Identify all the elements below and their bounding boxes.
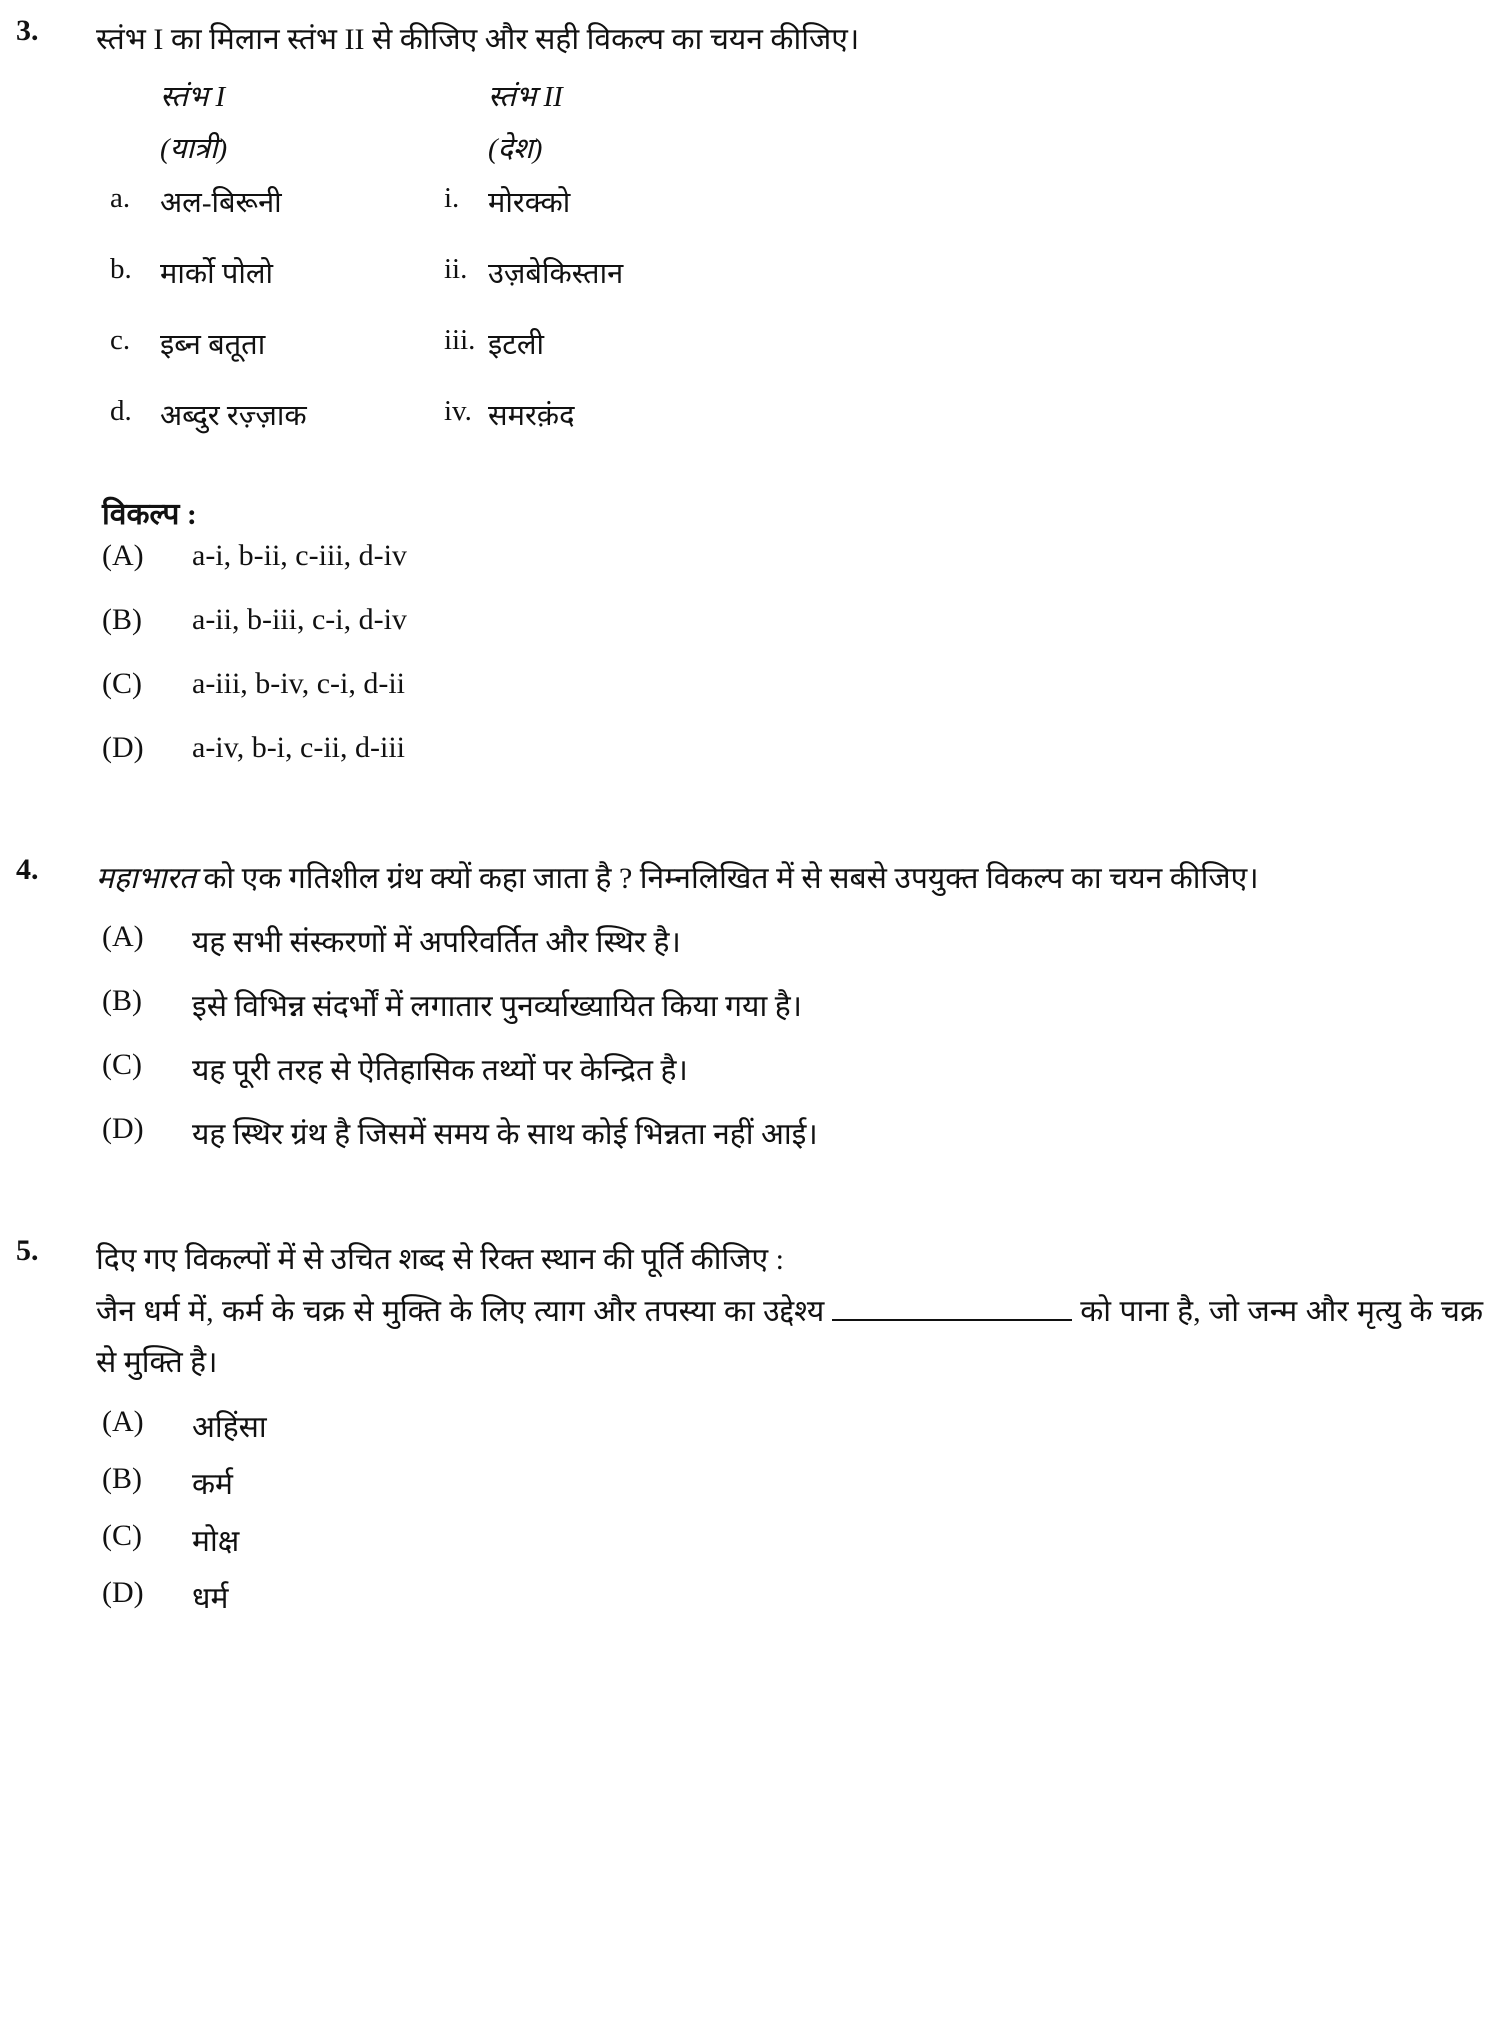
column-1-header: स्तंभ I [160, 80, 226, 113]
option-key: (B) [102, 602, 142, 636]
match-column-subheaders [96, 128, 1483, 182]
question-5-body [96, 1234, 1483, 1633]
match-right-label: ii. [444, 252, 468, 285]
question-5-number: 5. [16, 1234, 39, 1268]
spacer [0, 1176, 1505, 1234]
option-key: (D) [102, 730, 144, 764]
question-5-fill-sentence [96, 1286, 1483, 1389]
column-2-header: स्तंभ II [488, 80, 563, 113]
spacer [0, 795, 1505, 853]
fill-in-blank[interactable] [832, 1297, 1072, 1321]
question-4-number: 4. [16, 852, 39, 886]
match-right-label: iv. [444, 394, 472, 427]
match-row [96, 324, 1483, 395]
question-4-option-d[interactable] [96, 1112, 1483, 1176]
match-right-text: उज़बेकिस्तान [488, 257, 624, 290]
question-4-option-a[interactable] [96, 920, 1483, 984]
option-text: a-ii, b-iii, c-i, d-iv [192, 602, 407, 636]
question-5-option-d[interactable] [96, 1576, 1483, 1633]
match-left-text: अब्दुर रज़्ज़ाक [160, 399, 307, 432]
match-left-label: d. [110, 394, 132, 427]
spacer [96, 904, 1483, 920]
match-left-label: b. [110, 252, 132, 285]
question-3-option-b[interactable] [96, 603, 1483, 667]
question-4-stem-rest: को एक गतिशील ग्रंथ क्यों कहा जाता है ? निम्नलिखित में से सबसे उपयुक्त विकल्प का चयन कीजिए। [195, 861, 1259, 895]
match-left-text: इब्न बतूता [160, 328, 266, 361]
question-4 [0, 853, 1505, 1177]
question-3-option-d[interactable] [96, 731, 1483, 795]
column-1-subheader: (यात्री) [160, 132, 228, 165]
fill-text-before: जैन धर्म में, कर्म के चक्र से मुक्ति के लिए त्याग और तपस्या का उद्देश्य [96, 1294, 825, 1328]
question-3-body [96, 14, 1483, 795]
question-5 [0, 1234, 1505, 1633]
question-4-stem-italic: महाभारत [96, 861, 196, 895]
match-column-headers [96, 76, 1483, 128]
match-row [96, 253, 1483, 324]
match-left-label: a. [110, 181, 131, 214]
question-3-number: 3. [16, 14, 39, 47]
match-left-text: अल-बिरूनी [160, 186, 282, 219]
option-key: (C) [102, 666, 142, 700]
question-4-stem [96, 853, 1483, 905]
match-right-text: समरक़ंद [488, 399, 575, 432]
match-right-label: i. [444, 181, 460, 214]
option-key: (A) [102, 538, 144, 572]
question-4-body [96, 853, 1483, 1177]
match-right-text: मोरक्को [488, 186, 571, 219]
question-5-option-a[interactable] [96, 1405, 1483, 1462]
option-key: (D) [102, 1575, 144, 1609]
option-key: (A) [102, 920, 144, 954]
match-left-text: मार्को पोलो [160, 257, 274, 290]
option-text: यह स्थिर ग्रंथ है जिसमें समय के साथ कोई भिन्नता नहीं आई। [192, 1118, 818, 1152]
option-key: (B) [102, 984, 142, 1018]
option-key: (A) [102, 1404, 144, 1438]
question-3 [0, 0, 1505, 795]
question-5-option-c[interactable] [96, 1519, 1483, 1576]
question-3-stem: स्तंभ I का मिलान स्तंभ II से कीजिए और सही विकल्प का चयन कीजिए। [96, 23, 860, 56]
question-3-option-c[interactable] [96, 667, 1483, 731]
question-4-option-b[interactable] [96, 984, 1483, 1048]
match-left-label: c. [110, 323, 131, 356]
option-text: यह पूरी तरह से ऐतिहासिक तथ्यों पर केन्द्रित है। [192, 1054, 688, 1088]
question-3-option-a[interactable] [96, 539, 1483, 603]
fill-text-after: को पाना है, जो जन्म और मृत्यु के चक्र से मुक्ति है। [96, 1294, 1483, 1380]
option-text: मोक्ष [192, 1524, 240, 1558]
option-text: a-iv, b-i, c-ii, d-iii [192, 730, 405, 764]
spacer [96, 1389, 1483, 1405]
option-text: यह सभी संस्करणों में अपरिवर्तित और स्थिर है। [192, 926, 681, 960]
question-4-option-c[interactable] [96, 1048, 1483, 1112]
match-right-label: iii. [444, 323, 476, 356]
match-row [96, 395, 1483, 466]
option-text: कर्म [192, 1467, 233, 1501]
question-3-options-label: विकल्प : [102, 497, 197, 531]
option-key: (C) [102, 1518, 142, 1552]
option-key: (B) [102, 1461, 142, 1495]
option-text: इसे विभिन्न संदर्भों में लगातार पुनर्व्याख्यायित किया गया है। [192, 990, 803, 1024]
option-text: a-iii, b-iv, c-i, d-ii [192, 666, 405, 700]
column-2-subheader: (देश) [488, 132, 543, 165]
option-text: a-i, b-ii, c-iii, d-iv [192, 538, 407, 572]
match-row [96, 182, 1483, 253]
option-text: अहिंसा [192, 1410, 267, 1444]
option-text: धर्म [192, 1581, 229, 1615]
match-right-text: इटली [488, 328, 545, 361]
option-key: (D) [102, 1112, 144, 1146]
option-key: (C) [102, 1048, 142, 1082]
question-5-option-b[interactable] [96, 1462, 1483, 1519]
question-5-stem: दिए गए विकल्पों में से उचित शब्द से रिक्त स्थान की पूर्ति कीजिए : [96, 1243, 784, 1277]
